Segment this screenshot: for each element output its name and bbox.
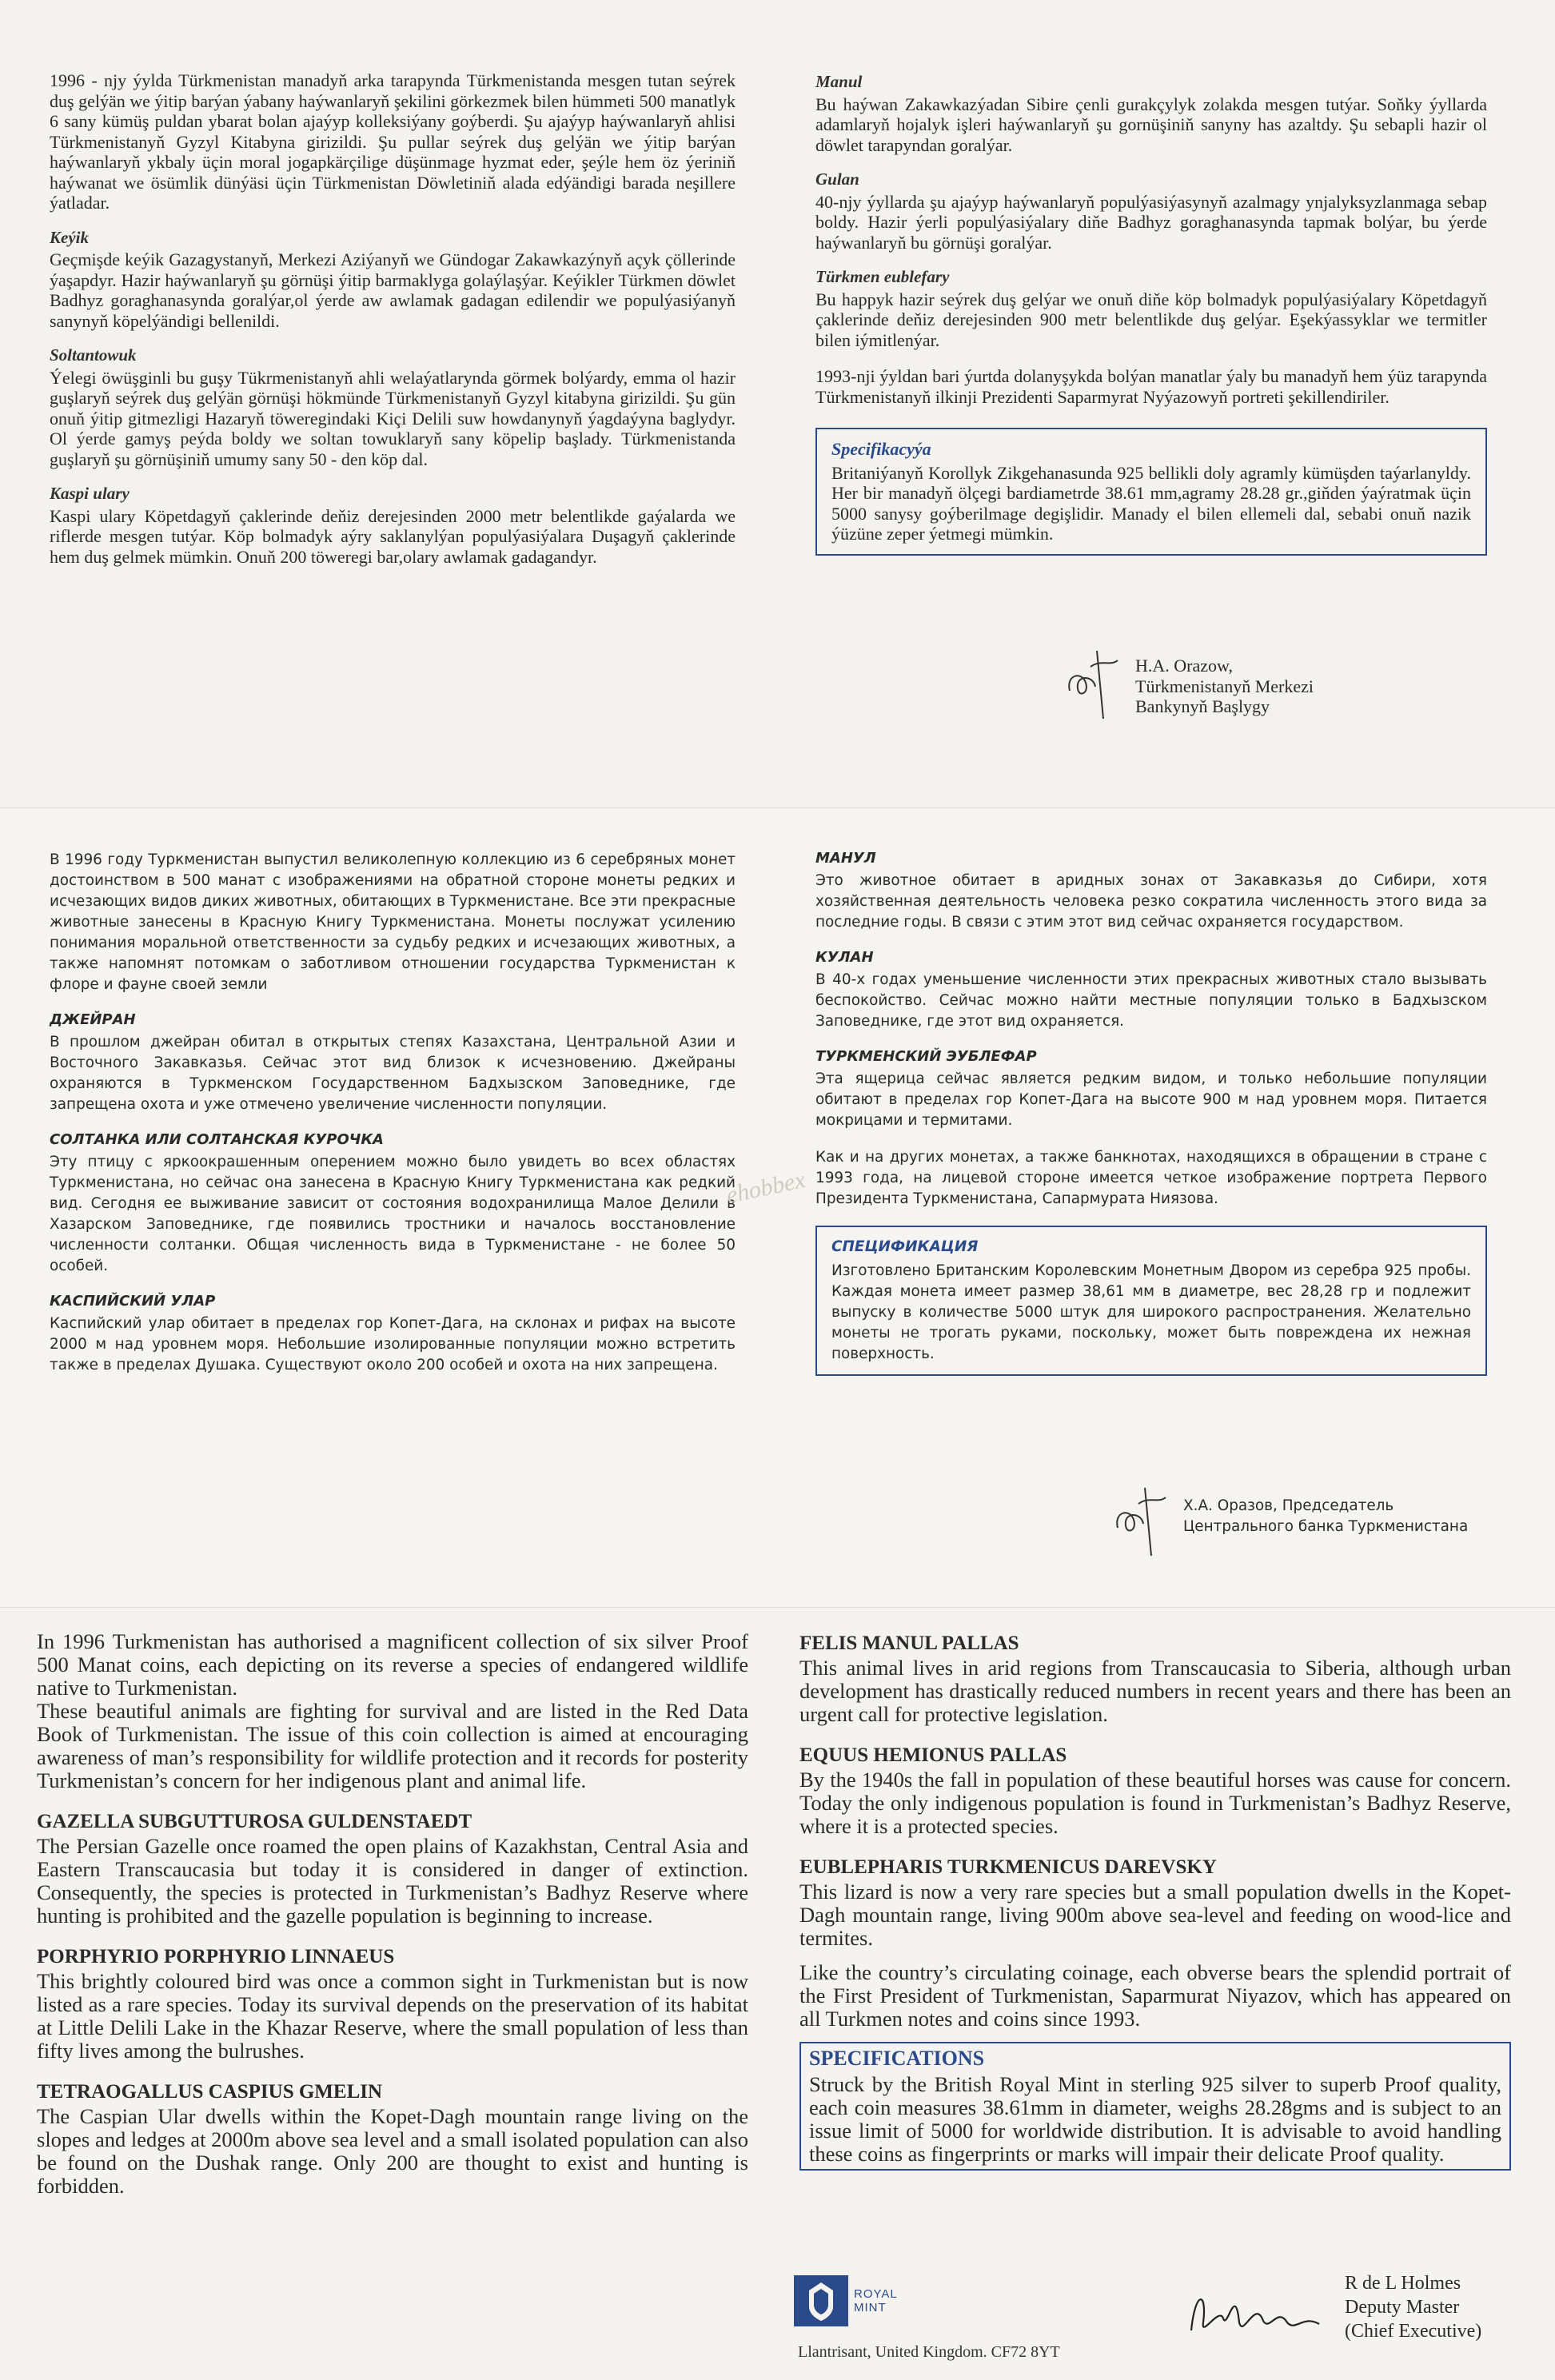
english-coinage: Like the country’s circulating coinage, each obverse bears the splendid portrait of the First President of Turkmenistan, Saparmurat Niyazov, which has appeared on all Turkmen notes and coins since 1993. xyxy=(799,1960,1511,2031)
signer-line: Deputy Master xyxy=(1345,2297,1460,2318)
section-title: Soltantowuk xyxy=(50,345,137,365)
english-section-tetraogallus xyxy=(37,2080,748,2198)
russian-section-dzheyran xyxy=(50,1010,736,1115)
section-text: This animal lives in arid regions from Transcaucasia to Siberia, although urban development has drastically reduced numbers in recent years and there has been an urgent call for protective legislation. xyxy=(799,1656,1511,1726)
russian-right-column xyxy=(815,848,1487,1376)
signer-line: Центрального банка Туркменистана xyxy=(1183,1518,1469,1535)
english-intro: In 1996 Turkmenistan has authorised a magnificent collection of six silver Proof 500 Manat coins, each depicting on its reverse a species of endangered wildlife native to Turkmenistan. xyxy=(37,1629,748,1700)
section-title: PORPHYRIO PORPHYRIO LINNAEUS xyxy=(37,1946,395,1967)
signature-icon xyxy=(1110,1480,1174,1560)
russian-section-manul xyxy=(815,848,1487,933)
russian-section-kulan xyxy=(815,947,1487,1032)
section-text: Эта ящерица сейчас является редким видом, и только небольшие популяции обитают в пределах гор Копет-Дага на высоте 900 м над уровнем моря. Питается мокрицами и термитами. xyxy=(815,1070,1487,1129)
russian-section xyxy=(0,807,1555,1607)
spec-title: SPECIFICATIONS xyxy=(809,2047,985,2070)
section-title: EUBLEPHARIS TURKMENICUS DAREVSKY xyxy=(799,1856,1217,1878)
section-text: The Persian Gazelle once roamed the open plains of Kazakhstan, Central Asia and Eastern Transcaucasia but today it is considered in danger of extinction. Consequently, the species is protected in Turkmenistan’s Badhyz Reserve where hunting is prohibited and the gazelle population is beginning to increase. xyxy=(37,1834,748,1928)
turkmen-section-manul xyxy=(815,72,1487,155)
section-title: КАСПИЙСКИЙ УЛАР xyxy=(50,1293,216,1310)
english-section-manul xyxy=(799,1632,1511,1726)
turkmen-section-soltantowuk xyxy=(50,345,736,469)
english-section-eublepharis xyxy=(799,1856,1511,1950)
section-title: Manul xyxy=(815,72,863,91)
section-title: ДЖЕЙРАН xyxy=(50,1011,136,1028)
royal-mint-logo xyxy=(793,2273,953,2329)
spec-title: СПЕЦИФИКАЦИЯ xyxy=(831,1238,979,1255)
turkmen-section-kaspi-ulary xyxy=(50,484,736,567)
section-text: This brightly coloured bird was once a common sight in Turkmenistan but is now listed as a rare species. Today its survival depends on the preservation of its habitat at Little Delili Lake in the Khazar Reserve, where the small population of less than fifty lives among the bulrushes. xyxy=(37,1969,748,2063)
russian-signature-block xyxy=(1183,1496,1503,1537)
signer-line: Bankynyň Başlygy xyxy=(1135,696,1270,716)
watermark: ehobbex xyxy=(724,1166,808,1210)
russian-left-column xyxy=(50,850,736,1387)
section-text: This lizard is now a very rare species but a small population dwells in the Kopet-Dagh mountain range, living 900m above sea-level and feeding on wood-lice and termites. xyxy=(799,1880,1511,1950)
section-text: В 40-х годах уменьшение численности этих прекрасных животных стало вызывать беспокойство. Сейчас можно найти местные популяции только в Бадхызском Заповеднике, где этот вид охраняется. xyxy=(815,971,1487,1030)
section-title: GAZELLA SUBGUTTUROSA GULDENSTAEDT xyxy=(37,1811,472,1832)
russian-section-eublefar xyxy=(815,1046,1487,1131)
turkmen-left-column xyxy=(50,70,736,578)
section-title: EQUUS HEMIONUS PALLAS xyxy=(799,1744,1067,1766)
russian-spec-box xyxy=(815,1226,1487,1376)
turkmen-signature-block xyxy=(1135,656,1471,717)
section-title: Gulan xyxy=(815,169,859,189)
russian-coinage: Как и на других монетах, а также банкнотах, находящихся в обращении в стране с 1993 года, на лицевой стороне имеется четкое изображение портрета Первого Президента Туркменистана, Сапармурата Ниязова. xyxy=(815,1149,1487,1207)
mint-address: Llantrisant, United Kingdom. CF72 8YT xyxy=(798,2343,1060,2361)
section-text: Kaspi ulary Köpetdagyň çaklerinde deňiz derejesinden 2000 metr belentlikde gaýalarda we riflerde mesgen tutýar. Köp bolmadyk aýry saklanylýan populýasiýalara Duşagyň çaklerinde hem duş gelmek mümkin. Onuň 200 töweregi bar,olary awlamak gadagandyr. xyxy=(50,505,736,567)
signer-line: Türkmenistanyň Merkezi xyxy=(1135,676,1314,696)
section-text: Geçmişde keýik Gazagystanyň, Merkezi Aziýanyň we Gündogar Zakawkazýnyň açyk çöllerinde ýaşapdyr. Hazir haýwanlaryň şu görnüşi ýitip barmaklyga golaýlaşýar. Keýikler Türkmen döwlet Badhyz goraghanasynda goralýar,ol ýerde aw awlamak gadagan edilendir we populýasiýanyň sanynyň köpelýändigi bellenildi. xyxy=(50,249,736,331)
section-text: В прошлом джейран обитал в открытых степях Казахстана, Центральной Азии и Восточного Закавказья. Сейчас этот вид близок к исчезновению. Джейраны охраняются в Туркменском Государственном Бадхызском Заповеднике, где запрещена охота и уже отмечено увеличение численности популяции. xyxy=(50,1034,736,1113)
english-right-column xyxy=(799,1632,1511,2171)
logo-line: ROYAL xyxy=(854,2287,898,2301)
section-text: Ýelegi öwüşginli bu guşy Tükrmenistanyň ahli welaýatlarynda görmek bolýardy, emma ol hazir guşlaryň seýrek duş gelýän görnüşi hökmünde Türkmenistanyň Gyzyl kitabyna girizildi. Şu gün onuň ýitip gitmezligi Hazaryň töweregindaki Kiçi Delili suw howdanynyň ýagdaýyna baglydyr. Ol ýerde gamyş peýda boldy we soltan towuklaryň sany köpelip başlady. Türkmenistanda guşlaryň şu görnüşiniň umumy sany 50 - den köp dal. xyxy=(50,367,736,469)
section-text: 40-njy ýyllarda şu ajaýyp haýwanlaryň populýasiýasynyň azalmagy ynjalyksyzlanmaga sebap boldy. Hazir ýerli populýasiýalary diňe Badhyz goraghanasynda tapmak bolýar, bu ýerde haýwanlaryň bu görnüşi goralýar. xyxy=(815,191,1487,253)
turkmen-section xyxy=(0,0,1555,807)
royal-mint-wordmark xyxy=(854,2287,898,2314)
section-title: СОЛТАНКА ИЛИ СОЛТАНСКАЯ КУРОЧКА xyxy=(50,1131,384,1148)
turkmen-section-eublefary xyxy=(815,267,1487,350)
section-text: The Caspian Ular dwells within the Kopet-Dagh mountain range living on the slopes and ledges at 2000m above sea level and a small isolated population can also be found on the Dushak range. Only 200 are thought to exist and hunting is forbidden. xyxy=(37,2104,748,2198)
section-title: Keýik xyxy=(50,227,89,247)
turkmen-spec-box xyxy=(815,428,1487,556)
section-text: By the 1940s the fall in population of these beautiful horses was cause for concern. Today the only indigenous population is found in Turkmenistan’s Badhyz Reserve, where it is a protected species. xyxy=(799,1768,1511,1838)
signer-line: (Chief Executive) xyxy=(1345,2321,1482,2342)
section-text: Bu happyk hazir seýrek duş gelýar we onuň diňe köp bolmadyk populýasiýalary Köpetdagyň çaklerinde deňiz derejesinden 900 metr belentlikde duş gelýar. Eşekýassyklar we termitler bilen iýmitlenýar. xyxy=(815,289,1487,350)
english-section xyxy=(0,1607,1555,2380)
spec-text: Struck by the British Royal Mint in sterling 925 silver to superb Proof quality, each coin measures 38.61mm in diameter, weighs 28.28gms and is subject to an issue limit of 5000 for worldwide distribution. It is advisable to avoid handling these coins as fingerprints or marks will impair their delicate Proof quality. xyxy=(809,2072,1501,2166)
english-intro-2: These beautiful animals are fighting for survival and are listed in the Red Data Book of Turkmenistan. The issue of this coin collection is aimed at encouraging awareness of man’s responsibility for wildlife protection and it records for posterity Turkmenistan’s concern for her indigenous plant and animal life. xyxy=(37,1699,748,1792)
english-left-column xyxy=(37,1630,748,2209)
signature-icon xyxy=(1062,643,1126,723)
signer-line: Х.А. Оразов, Председатель xyxy=(1183,1497,1394,1514)
section-text: Эту птицу с яркоокрашенным оперением можно было увидеть во всех областях Туркменистана, но сейчас она занесена в Красную Книгу Туркменистана как редкий вид. Сегодня ее выживание зависит от состояния водохранилища Малое Делили в Хазарском Заповеднике, где появились тростники и началось восстановление численности солтанки. Общая численность вида в Туркменистане - не более 50 особей. xyxy=(50,1154,736,1274)
section-title: КУЛАН xyxy=(815,949,874,966)
logo-line: MINT xyxy=(854,2301,887,2314)
russian-section-soltanka xyxy=(50,1130,736,1277)
turkmen-right-column xyxy=(815,72,1487,556)
section-title: Kaspi ulary xyxy=(50,484,130,503)
turkmen-coinage: 1993-nji ýyldan bari ýurtda dolanyşykda bolýan manatlar ýaly bu manadyň hem ýüz tarapynda Türkmenistanyň ilkinji Prezidenti Saparmyrat Nyýazowyň portreti şekillendiriler. xyxy=(815,366,1487,407)
section-title: Türkmen eublefary xyxy=(815,267,950,286)
russian-intro: В 1996 году Туркменистан выпустил великолепную коллекцию из 6 серебряных монет достоинством в 500 манат с изображениями на обратной стороне монеты редких и исчезающих видов диких животных, обитающих в Туркменистане. Все эти прекрасные животные занесены в Красную Книгу Туркменистана. Монеты послужат усилению понимания моральной ответственности за судьбу редких и исчезающих животных, а также напомнят потомкам о заботливом отношении государства Туркменистан к флоре и фауне своей земли xyxy=(50,851,736,993)
royal-mint-crest-icon xyxy=(793,2274,849,2327)
english-section-porphyrio xyxy=(37,1945,748,2063)
spec-text: Britaniýanyň Korollyk Zikgehanasunda 925 bellikli doly agramly kümüşden taýarlanyldy. Her bir manadyň ölçegi bardiametrde 38.61 mm,agramy 28.28 gr.,giňden ýaýratmak üçin 5000 sanysy goýberilmage degişlidir. Manady el bilen ellemeli dal, sebabi onuň nazik ýüzüne zeper ýetmegi mümkin. xyxy=(831,462,1471,544)
section-text: Bu haýwan Zakawkazýadan Sibire çenli gurakçylyk zolakda mesgen tutýar. Soňky ýyllarda adamlaryň hojalyk işleri haýwanlaryň şu gornüşiniň sanyny has azaltdy. Şu sebapli hazir ol döwlet tarapyndan goralýar. xyxy=(815,94,1487,155)
signature-icon xyxy=(1183,2274,1327,2346)
section-text: Каспийский улар обитает в пределах гор Копет-Дага, на склонах и рифах на высоте 2000 м над уровнем моря. Небольшие изолированные популяции можно встретить также в пределах Душака. Существуют около 200 особей и охота на них запрещена. xyxy=(50,1315,736,1373)
section-text: Это животное обитает в аридных зонах от Закавказья до Сибири, хотя хозяйственная деятельность человека резко сократила численность этого вида за последние годы. В связи с этим этот вид сейчас охраняется государством. xyxy=(815,872,1487,931)
english-section-equus xyxy=(799,1744,1511,1838)
signer-line: R de L Holmes xyxy=(1345,2273,1461,2294)
spec-title: Specifikacyýa xyxy=(831,439,931,459)
section-title: МАНУЛ xyxy=(815,850,876,867)
english-spec-box xyxy=(799,2042,1511,2171)
english-signature-block xyxy=(1345,2271,1537,2343)
signer-line: H.A. Orazow, xyxy=(1135,656,1233,676)
russian-section-ular xyxy=(50,1291,736,1376)
turkmen-section-gulan xyxy=(815,169,1487,253)
turkmen-section-keyik xyxy=(50,228,736,332)
section-title: ТУРКМЕНСКИЙ ЭУБЛЕФАР xyxy=(815,1048,1037,1065)
section-title: TETRAOGALLUS CASPIUS GMELIN xyxy=(37,2081,383,2103)
spec-text: Изготовлено Британским Королевским Монетным Двором из серебра 925 пробы. Каждая монета имеет размер 38,61 мм в диаметре, вес 28,28 гр и подлежит выпуску в количестве 5000 штук для широкого распространения. Желательно монеты не трогать руками, поскольку, может быть повреждена их нежная поверхность. xyxy=(831,1262,1471,1362)
section-title: FELIS MANUL PALLAS xyxy=(799,1633,1019,1654)
english-section-gazella xyxy=(37,1810,748,1928)
turkmen-intro: 1996 - njy ýylda Türkmenistan manadyň arka tarapynda Türkmenistanda mesgen tutan seýrek duş gelýän we ýitip barýan ýabany haýwanlaryň şekilini görkezmek bilen hümmeti 500 manatlyk 6 sany kümüş puldan ybarat bolan ajaýyp kolleksiýany goýberdi. Şu ajaýyp haýwanlaryň ahlisi Türkmenistanyň Gyzyl Kitabyna girizildi. Şu pullar seýrek duş gelýän we ýitip barýan haýwanlaryň ykbaly üçin moral jogapkärçilige düşünmage hyzmat eder, şeýle hem öz ýeriniň haýwanat we ösümlik dünýäsi üçin Türkmenistan Döwletiniň alada edýändigi barada neşillere ýatladar. xyxy=(50,70,736,213)
